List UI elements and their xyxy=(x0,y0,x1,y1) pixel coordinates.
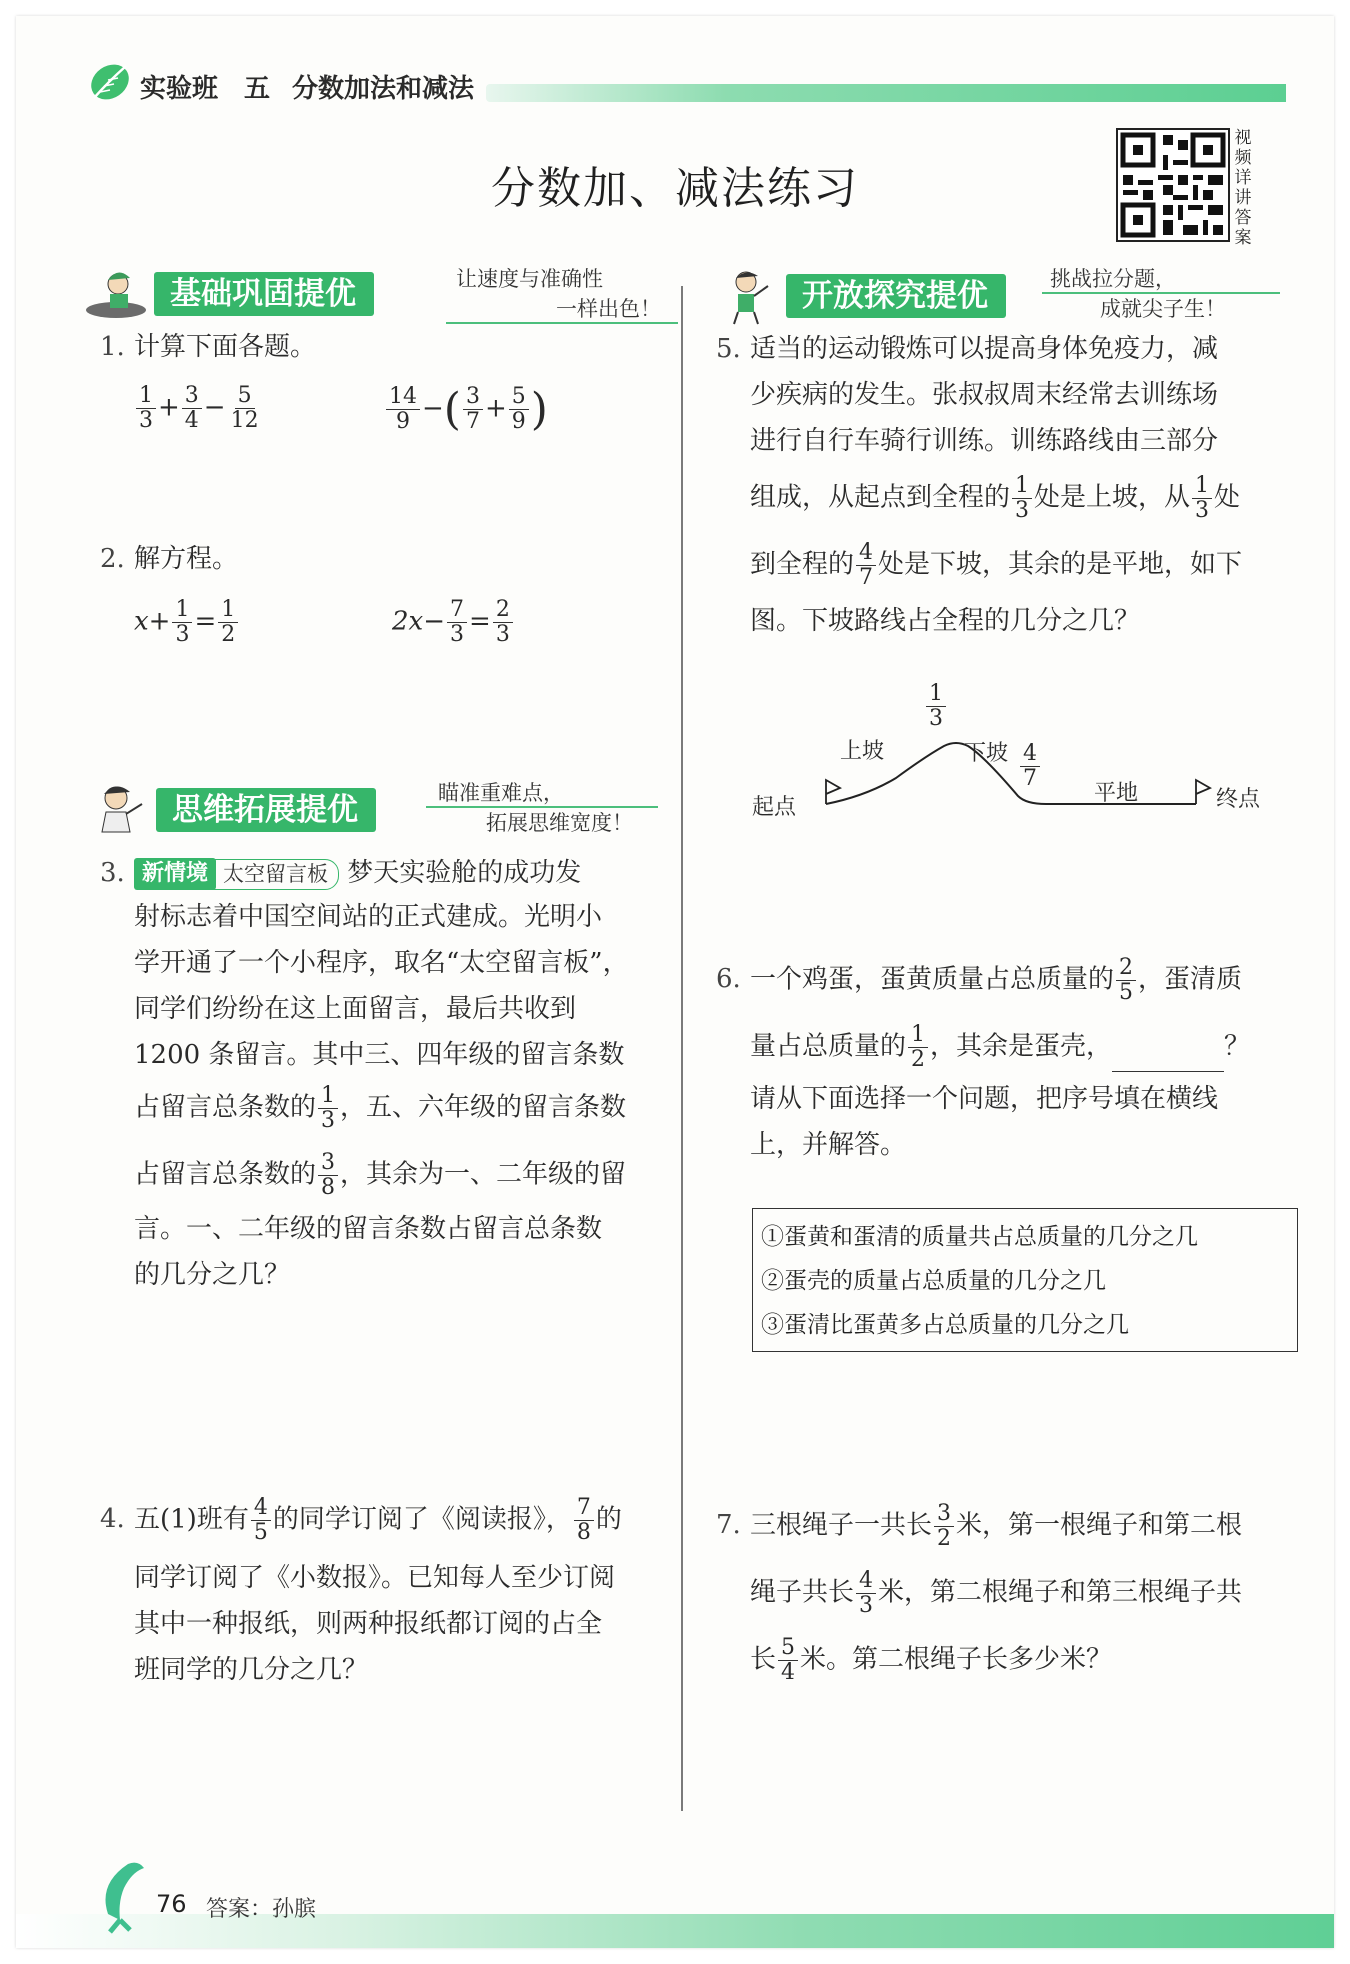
route-curve xyxy=(756,686,1276,836)
option-2[interactable]: ②蛋壳的质量占总质量的几分之几 xyxy=(761,1268,1106,1294)
section-open-label: 开放探究提优 xyxy=(786,274,1006,318)
cartoon-character-icon xyxy=(84,264,154,324)
section-think-slogan2: 拓展思维宽度！ xyxy=(486,811,633,835)
q1-expression-b: $\frac{14}{9}$ −( $\frac{3}{7}$ + $\frac{5}{9}$ ) xyxy=(384,384,548,435)
option-3[interactable]: ③蛋清比蛋黄多占总质量的几分之几 xyxy=(761,1312,1129,1338)
label-peak-fraction: $\frac{1}{3}$ xyxy=(924,682,948,731)
question-text: 解方程。 xyxy=(134,544,239,574)
header-chapter: 分数加法和减法 xyxy=(292,74,475,104)
section-think-label: 思维拓展提优 xyxy=(156,788,376,832)
q1-expression-a: $\frac{1}{3}$ + $\frac{3}{4}$ − $\frac{5}{12}$ xyxy=(134,384,264,433)
section-think-line xyxy=(426,806,658,808)
section-basic-label: 基础巩固提优 xyxy=(154,272,374,316)
cartoon-character-icon xyxy=(716,266,786,326)
question-number: 6. xyxy=(716,964,741,994)
question-6: 6. 一个鸡蛋，蛋黄质量占总质量的 $\frac{2}{5}$ ，蛋清质 量占总质量的 $\frac{1}{2}$ ，其余是蛋壳， ？ 请从下面选择一个问题，把序号填在横线 上，并解答。 xyxy=(716,955,1251,1160)
label-uphill: 上坡 xyxy=(840,739,885,764)
answer-blank[interactable] xyxy=(1112,1041,1224,1072)
question-number: 3. xyxy=(100,858,125,888)
options-box xyxy=(752,1208,1298,1352)
question-4: 4. 五(1)班有 $\frac{4}{5}$ 的同学订阅了《阅读报》， $\frac{7}{8}$ 的 同学订阅了《小数报》。已知每人至少订阅 其中一种报纸，则两种报纸都订阅的占全 班同学的几分之几？ xyxy=(100,1495,622,1685)
question-number: 1. xyxy=(100,332,125,362)
topic-tag: 太空留言板 xyxy=(212,859,339,890)
section-open-line xyxy=(1042,292,1280,294)
answer-note: 答案：孙膑 xyxy=(206,1897,317,1922)
dolphin-icon xyxy=(88,1854,158,1934)
section-basic-slogan2: 一样出色！ xyxy=(556,297,661,321)
header-series: 实验班 xyxy=(140,74,219,104)
question-number: 4. xyxy=(100,1504,125,1534)
new-context-tag: 新情境 xyxy=(134,858,216,890)
question-1 xyxy=(100,324,654,370)
route-diagram xyxy=(752,681,1276,836)
question-2 xyxy=(100,536,654,582)
question-7: 7. 三根绳子一共长 $\frac{3}{2}$ 米，第一根绳子和第二根 绳子共长 $\frac{4}{3}$ 米，第二根绳子和第三根绳子共 长 $\frac{5}{4}$ 米。第二根绳子长多少米？ xyxy=(716,1501,1243,1685)
qr-code-icon[interactable] xyxy=(1116,128,1230,242)
section-basic-slogan1: 让速度与准确性 xyxy=(456,267,603,291)
header-unit: 五 xyxy=(244,74,271,104)
page-number: 76 xyxy=(156,1890,187,1918)
header-band xyxy=(486,84,1286,102)
section-open-slogan1: 挑战拉分题， xyxy=(1050,267,1176,291)
section-think xyxy=(86,780,686,836)
page-title: 分数加、减法练习 xyxy=(491,163,859,214)
section-basic xyxy=(84,264,684,320)
workbook-page xyxy=(16,16,1334,1948)
label-downhill-fraction: $\frac{4}{7}$ xyxy=(1018,742,1042,791)
question-number: 5. xyxy=(716,334,741,364)
leaf-logo-icon xyxy=(86,56,136,106)
question-3: 3. 新情境 太空留言板 梦天实验舱的成功发 射标志着中国空间站的正式建成。光明小 学开通了一个小程序，取名“太空留言板”， 同学们纷纷在这上面留言，最后共收到 1200 条留言。其中三、四年级的留言条数 占留言总条数的 $\frac{1}{3}$ ，五、六年级的留言条数 占留言总条数的 $\frac{3}{8}$ ，其余为一、二年级的留 言。一、二年级的留言条数占留言总条数 的几分之几？ xyxy=(134,850,664,1298)
section-open xyxy=(716,266,1316,322)
label-start: 起点 xyxy=(752,795,797,820)
q2-equation-b: 2x− $\frac{7}{3}$ = $\frac{2}{3}$ xyxy=(392,598,515,647)
qr-label: 视 频 详 讲 答 案 xyxy=(1234,128,1252,248)
label-flat: 平地 xyxy=(1094,781,1139,806)
label-end: 终点 xyxy=(1216,787,1261,812)
section-open-slogan2: 成就尖子生！ xyxy=(1100,297,1226,321)
question-5: 5. 适当的运动锻炼可以提高身体免疫力，减 少疾病的发生。张叔叔周末经常去训练场 进行自行车骑行训练。训练路线由三部分 组成，从起点到全程的 $\frac{1}{3}$ 处是上坡，从 $\frac{1}{3}$ 处 到全程的 $\frac{4}{7}$ 处是下坡，其余的是平地，如下 图。下坡路线占全程的几分之几？ xyxy=(750,326,1290,644)
section-think-slogan1: 瞄准重难点， xyxy=(438,781,564,805)
cartoon-character-icon xyxy=(86,780,156,840)
label-downhill: 下坡 xyxy=(964,741,1009,766)
question-number: 7. xyxy=(716,1510,741,1540)
q2-equation-a: x+ $\frac{1}{3}$ = $\frac{1}{2}$ xyxy=(134,598,240,647)
column-divider xyxy=(681,286,683,1811)
question-text: 计算下面各题。 xyxy=(134,332,317,362)
option-1[interactable]: ①蛋黄和蛋清的质量共占总质量的几分之几 xyxy=(761,1224,1198,1250)
question-number: 2. xyxy=(100,544,125,574)
